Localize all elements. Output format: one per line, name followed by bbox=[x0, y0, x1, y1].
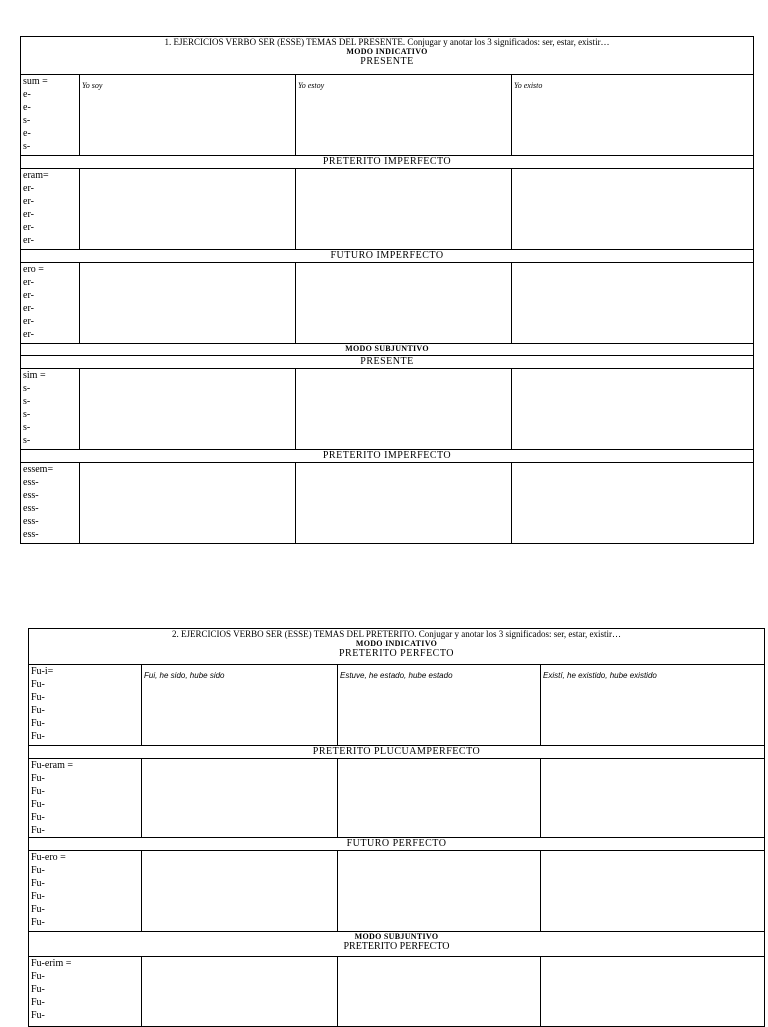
answer-cell-estar[interactable] bbox=[338, 665, 541, 746]
subjuntivo-perfecto-heading: PRETERITO PERFECTO bbox=[343, 941, 450, 952]
subjuntivo-imperfecto-heading: PRETERITO IMPERFECTO bbox=[21, 450, 754, 463]
modo-subjuntivo-heading: MODO SUBJUNTIVO bbox=[354, 932, 439, 941]
exercise-table-1 bbox=[20, 36, 754, 544]
preterito-perfecto-heading: PRETERITO PERFECTO bbox=[338, 648, 455, 659]
table-2-header bbox=[29, 629, 765, 665]
answer-cell[interactable] bbox=[512, 169, 754, 250]
answer-cell[interactable] bbox=[541, 759, 765, 838]
modo-indicativo-heading: MODO INDICATIVO bbox=[346, 47, 428, 56]
answer-cell[interactable] bbox=[142, 851, 338, 932]
answer-cell[interactable] bbox=[296, 463, 512, 544]
answer-cell[interactable] bbox=[296, 169, 512, 250]
answer-cell[interactable] bbox=[541, 851, 765, 932]
pluscuamperfecto-heading: PRETERITO PLUCUAMPERFECTO bbox=[29, 746, 765, 759]
answer-cell[interactable] bbox=[512, 463, 754, 544]
answer-cell[interactable] bbox=[80, 369, 296, 450]
answer-cell[interactable] bbox=[296, 263, 512, 344]
answer-cell[interactable] bbox=[338, 851, 541, 932]
imperfecto-forms: eram= er- er- er- er- er- bbox=[21, 169, 80, 250]
answer-cell-ser[interactable] bbox=[80, 75, 296, 156]
answer-cell[interactable] bbox=[541, 957, 765, 1027]
exercise-table-2 bbox=[28, 628, 765, 1027]
preterito-imperfecto-heading: PRETERITO IMPERFECTO bbox=[21, 156, 754, 169]
hint-fui: Fui, he sido, hube sido bbox=[144, 671, 225, 680]
exercise-title-1: 1. EJERCICIOS VERBO SER (ESSE) TEMAS DEL PRESENTE. Conjugar y anotar los 3 significados: ser, estar, existir… bbox=[164, 37, 610, 47]
hint-yo-existo: Yo existo bbox=[514, 81, 543, 90]
perfecto-forms: Fu-i= Fu- Fu- Fu- Fu- Fu- bbox=[29, 665, 142, 746]
answer-cell[interactable] bbox=[80, 169, 296, 250]
subjuntivo-presente-heading: PRESENTE bbox=[21, 356, 754, 369]
answer-cell[interactable] bbox=[338, 957, 541, 1027]
answer-cell[interactable] bbox=[80, 463, 296, 544]
answer-cell[interactable] bbox=[512, 263, 754, 344]
presente-heading: PRESENTE bbox=[360, 56, 414, 67]
futuro-perfecto-forms: Fu-ero = Fu- Fu- Fu- Fu- Fu- bbox=[29, 851, 142, 932]
hint-yo-estoy: Yo estoy bbox=[298, 81, 325, 90]
answer-cell-estar[interactable] bbox=[296, 75, 512, 156]
answer-cell[interactable] bbox=[338, 759, 541, 838]
futuro-forms: ero = er- er- er- er- er- bbox=[21, 263, 80, 344]
table-1-header bbox=[21, 37, 754, 75]
presente-forms: sum = e- e- s- e- s- bbox=[21, 75, 80, 156]
answer-cell[interactable] bbox=[142, 759, 338, 838]
subjuntivo-imperfecto-forms: essem= ess- ess- ess- ess- ess- bbox=[21, 463, 80, 544]
modo-subjuntivo-heading: MODO SUBJUNTIVO bbox=[21, 344, 754, 356]
answer-cell[interactable] bbox=[512, 369, 754, 450]
exercise-title-2: 2. EJERCICIOS VERBO SER (ESSE) TEMAS DEL PRETERITO. Conjugar y anotar los 3 significados: ser, estar, existir… bbox=[172, 629, 621, 639]
answer-cell-ser[interactable] bbox=[142, 665, 338, 746]
hint-estuve: Estuve, he estado, hube estado bbox=[340, 671, 453, 680]
answer-cell[interactable] bbox=[80, 263, 296, 344]
subjuntivo-presente-forms: sim = s- s- s- s- s- bbox=[21, 369, 80, 450]
modo-indicativo-heading: MODO INDICATIVO bbox=[355, 639, 438, 648]
answer-cell[interactable] bbox=[142, 957, 338, 1027]
subjuntivo-perfecto-forms: Fu-erim = Fu- Fu- Fu- Fu- bbox=[29, 957, 142, 1027]
answer-cell-existir[interactable] bbox=[512, 75, 754, 156]
hint-existi: Existí, he existido, hube existido bbox=[543, 671, 657, 680]
futuro-perfecto-heading: FUTURO PERFECTO bbox=[29, 838, 765, 851]
answer-cell[interactable] bbox=[296, 369, 512, 450]
answer-cell-existir[interactable] bbox=[541, 665, 765, 746]
modo-subjuntivo-section bbox=[29, 932, 765, 957]
hint-yo-soy: Yo soy bbox=[82, 81, 103, 90]
futuro-imperfecto-heading: FUTURO IMPERFECTO bbox=[21, 250, 754, 263]
pluscuamperfecto-forms: Fu-eram = Fu- Fu- Fu- Fu- Fu- bbox=[29, 759, 142, 838]
